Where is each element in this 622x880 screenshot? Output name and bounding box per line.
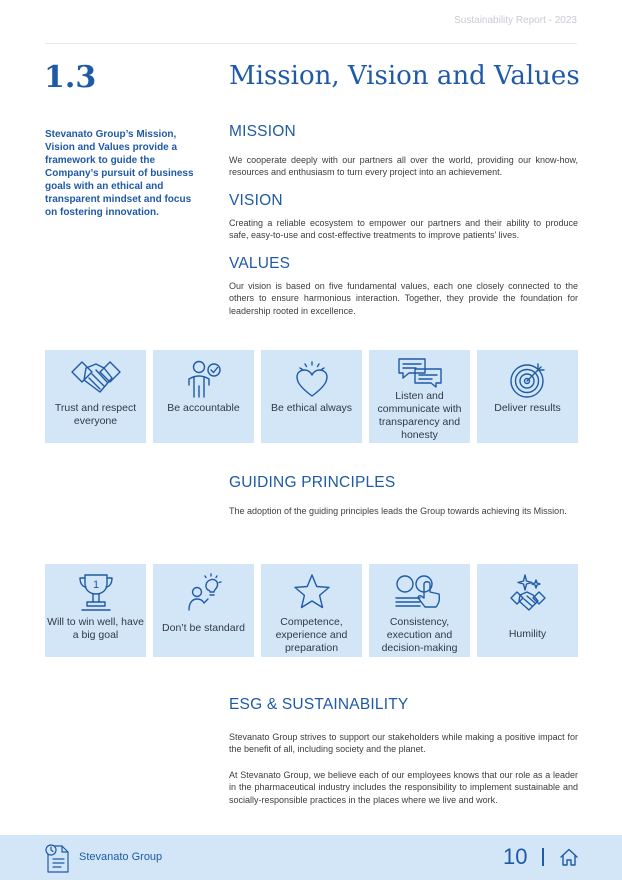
heart-icon xyxy=(292,360,332,400)
hand-tap-icon xyxy=(394,572,446,612)
report-document-icon xyxy=(43,842,71,874)
trophy-number: 1 xyxy=(92,579,99,591)
report-title: Sustainability Report - 2023 xyxy=(454,15,577,26)
vision-text: Creating a reliable ecosystem to empower our partners and their ability to produce safe, easy-to-use and cost-effective treatments to improve patients’ lives. xyxy=(229,218,578,241)
value-card xyxy=(261,350,362,443)
speech-bubbles-icon xyxy=(396,356,444,388)
value-card xyxy=(45,350,146,443)
principle-label: Competence, experience and preparation xyxy=(275,616,348,654)
target-icon xyxy=(508,360,548,400)
esg-paragraph: Stevanato Group strives to support our stakeholders while making a positive impact for the benefit of all, including society and the planet. xyxy=(229,732,578,755)
sparkle-handshake-icon xyxy=(508,572,548,614)
handshake-icon xyxy=(70,358,122,398)
principle-label: Humility xyxy=(508,628,547,640)
principle-label: Don’t be standard xyxy=(162,622,245,634)
principle-card xyxy=(261,564,362,657)
lightbulb-person-icon xyxy=(184,572,224,612)
value-card xyxy=(153,350,254,443)
page-title: Mission, Vision and Values xyxy=(229,61,580,91)
values-heading: VALUES xyxy=(229,255,291,272)
footer-separator xyxy=(542,848,544,866)
footer-company-name: Stevanato Group xyxy=(79,851,163,863)
section-intro: Stevanato Group’s Mission, Vision and Values provide a framework to guide the Company’s pursuit of business goals with an ethical and transparent mindset and focus on fostering innovation. xyxy=(45,129,194,218)
mission-heading: MISSION xyxy=(229,123,296,140)
value-label: Be accountable xyxy=(167,402,240,414)
guiding-principles-heading: GUIDING PRINCIPLES xyxy=(229,474,396,491)
mission-text: We cooperate deeply with our partners all over the world, providing our know-how, resources and enthusiasm to turn every project into an achievement. xyxy=(229,155,578,178)
values-cards xyxy=(45,350,578,443)
principle-card xyxy=(369,564,470,657)
section-number: 1.3 xyxy=(44,60,97,95)
values-text: Our vision is based on five fundamental values, each one closely connected to the others to ensure harmonious interaction. Together, they provide the foundation for leadership rooted in excellence. xyxy=(229,281,578,316)
value-label: Be ethical always xyxy=(270,402,353,414)
star-icon xyxy=(292,572,332,612)
page-number: 10 xyxy=(503,844,528,869)
home-icon[interactable] xyxy=(559,847,579,867)
principle-card xyxy=(45,564,146,657)
principle-label: Will to win well, have a big goal xyxy=(47,616,144,641)
value-card xyxy=(369,350,470,443)
value-label: Listen and communicate with transparency and honesty xyxy=(377,390,462,441)
value-card xyxy=(477,350,578,443)
vision-heading: VISION xyxy=(229,192,283,209)
principle-card xyxy=(477,564,578,657)
principle-label: Consistency, execution and decision-making xyxy=(381,616,458,654)
value-label: Trust and respect everyone xyxy=(54,402,137,427)
value-label: Deliver results xyxy=(494,402,561,414)
header-divider xyxy=(45,43,577,44)
esg-paragraph: At Stevanato Group, we believe each of our employees knows that our role as a leader in the pharmaceutical industry includes the responsibility to implement sustainable and socially-responsible practices in the places where we live and work. xyxy=(229,770,578,805)
person-check-icon xyxy=(184,358,224,398)
principle-card xyxy=(153,564,254,657)
guiding-principles-text: The adoption of the guiding principles leads the Group towards achieving its Mission. xyxy=(229,506,567,516)
trophy-icon xyxy=(76,572,116,612)
principles-cards xyxy=(45,564,578,657)
esg-heading: ESG & SUSTAINABILITY xyxy=(229,696,409,713)
